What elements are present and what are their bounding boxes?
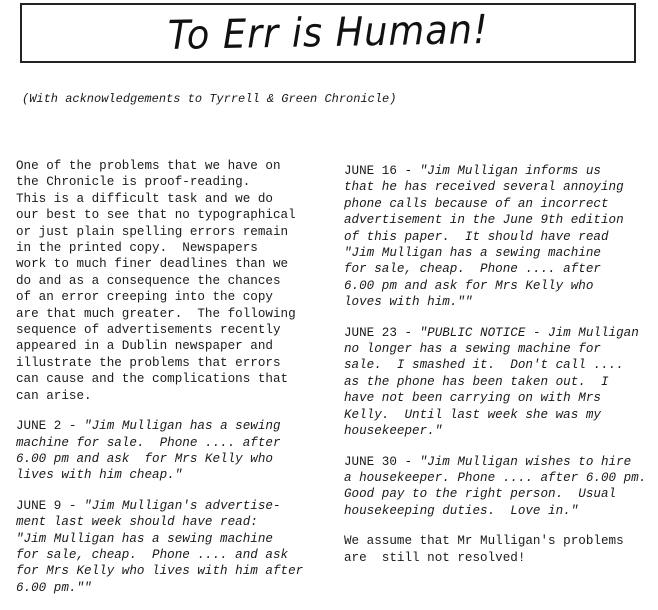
june30-date: JUNE 30 - <box>344 454 420 469</box>
acknowledgement: (With acknowledgements to Tyrrell & Green Chronicle) <box>22 92 397 106</box>
left-column <box>16 158 316 610</box>
title-box <box>20 3 636 63</box>
june16-advert <box>344 163 649 311</box>
june30-advert <box>344 454 649 520</box>
june9-advert <box>16 498 316 596</box>
june30-text: "Jim Mulligan wishes to hire a housekeeper. Phone .... after 6.00 pm. Good pay to the right person. Usual housekeeping duties. Love in." <box>344 454 647 518</box>
june23-advert <box>344 325 649 440</box>
page-title: To Err is Human! <box>167 6 489 60</box>
june9-text: "Jim Mulligan's advertise- ment last week should have read: "Jim Mulligan has a sewing machine for sale, cheap. Phone .... and ask for Mrs Kelly who lives with him after 6.00 pm."" <box>16 498 304 595</box>
intro-paragraph: One of the problems that we have on the Chronicle is proof-reading. This is a difficult task and we do our best to see that no typographical or just plain spelling errors remain in the printed copy. Newspapers work to much finer deadlines than we do and as a consequence the chances of an error creeping into the copy are that much greater. The following sequence of advertisements recently appeared in a Dublin newspaper and illustrate the problems that errors can cause and the complications that can arise. <box>16 159 296 403</box>
june2-text: "Jim Mulligan has a sewing machine for sale. Phone .... after 6.00 pm and ask for Mrs Kelly who lives with him cheap." <box>16 419 281 483</box>
june2-date: JUNE 2 - <box>16 419 85 434</box>
june16-date: JUNE 16 - <box>344 164 420 178</box>
june2-advert <box>16 418 316 484</box>
june16-text: "Jim Mulligan informs us that he has received several annoying phone calls because of an incorrect advertisement in the June 9th edition of this paper. It should have read "Jim Mulligan has a sewing machine for sale, cheap. Phone .... after 6.00 pm and ask for Mrs Kelly who loves with him."" <box>344 164 624 310</box>
right-column <box>344 163 649 580</box>
june23-date: JUNE 23 - <box>344 325 420 340</box>
june23-text: "PUBLIC NOTICE - Jim Mulligan no longer has a sewing machine for sale. I smashed it. Don't call .... as the phone has been taken out. I have not been carrying on with Mrs Kelly. Until last week she was my housekeeper." <box>344 325 639 439</box>
conclusion-paragraph: We assume that Mr Mulligan's problems are still not resolved! <box>344 534 624 565</box>
june9-date: JUNE 9 - <box>16 498 85 513</box>
